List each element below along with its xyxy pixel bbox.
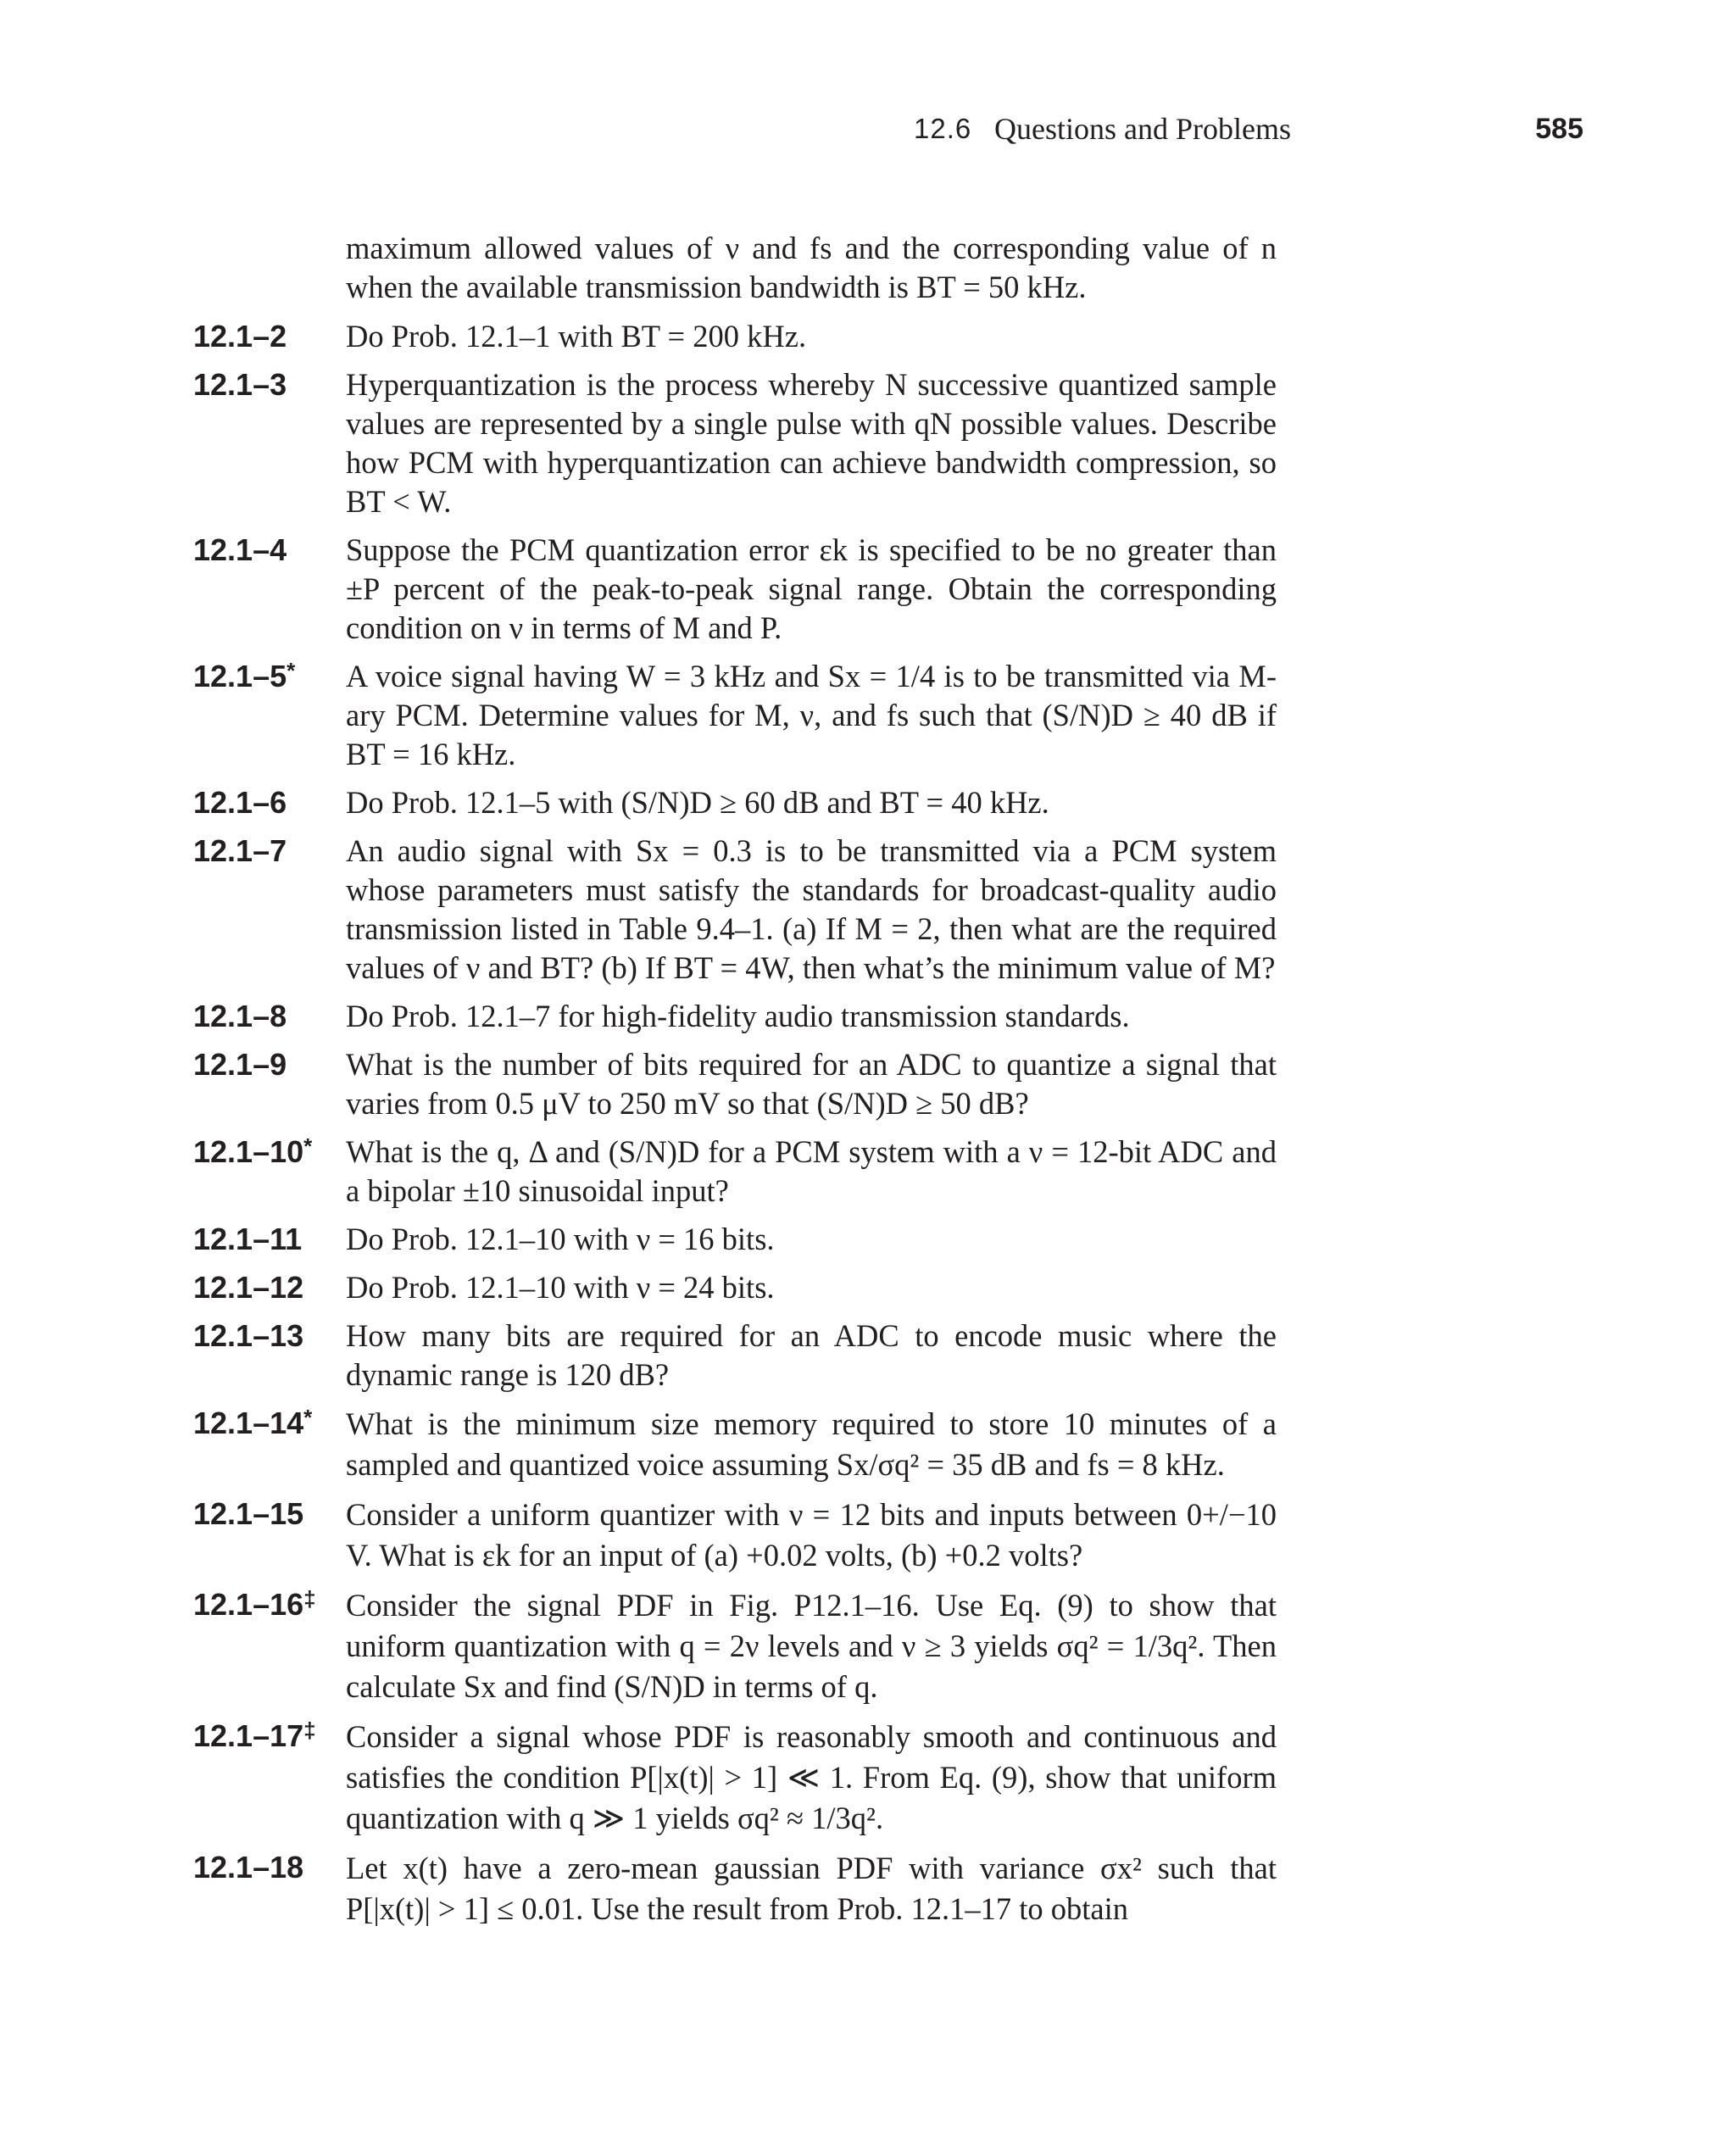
problem-12-1-14 (0, 1404, 1736, 1485)
problem-12-1-7 (0, 832, 1736, 988)
problem-number: 12.1–12 (193, 1270, 304, 1305)
section-title: Questions and Problems (994, 112, 1291, 146)
problem-12-1-10 (0, 1133, 1736, 1211)
problem-text: A voice signal having W = 3 kHz and Sx = 1/4 is to be transmitted via M-ary PCM. Determine values for M, ν, and fs such that (S/N)D ≥ 40 dB if BT = 16 kHz. (346, 659, 1277, 771)
problem-number: 12.1–5* (193, 658, 296, 693)
problem-12-1-16 (0, 1585, 1736, 1707)
problem-text: What is the minimum size memory required to store 10 minutes of a sampled and quantized voice assuming Sx/σq² = 35 dB and fs = 8 kHz. (346, 1406, 1277, 1482)
problem-12-1-3 (0, 365, 1736, 521)
problem-text: Let x(t) have a zero-mean gaussian PDF with variance σx² such that P[|x(t)| > 1] ≤ 0.01. Use the result from Prob. 12.1–17 to obtain (346, 1851, 1277, 1926)
problem-number: 12.1–8 (193, 999, 287, 1033)
problem-12-1-5 (0, 657, 1736, 774)
problem-text: What is the q, Δ and (S/N)D for a PCM system with a ν = 12-bit ADC and a bipolar ±10 sinusoidal input? (346, 1134, 1277, 1208)
problem-12-1-2 (0, 317, 1736, 356)
problem-12-1-4 (0, 531, 1736, 648)
problem-number: 12.1–14* (193, 1405, 313, 1440)
problem-number: 12.1–15 (193, 1496, 304, 1531)
problem-text: Consider a uniform quantizer with ν = 12 bits and inputs between 0+/−10 V. What is εk for an input of (a) +0.02 volts, (b) +0.2 volts? (346, 1497, 1277, 1573)
problem-12-1-17 (0, 1717, 1736, 1839)
problem-12-1-8 (0, 997, 1736, 1036)
problem-text: Do Prob. 12.1–5 with (S/N)D ≥ 60 dB and BT = 40 kHz. (346, 785, 1049, 820)
problem-number: 12.1–11 (193, 1222, 303, 1256)
problem-text: Consider a signal whose PDF is reasonably smooth and continuous and satisfies the condition P[|x(t)| > 1] ≪ 1. From Eq. (9), show that uniform quantization with q ≫ 1 yields σq² ≈ 1/3q². (346, 1719, 1277, 1835)
problem-number: 12.1–13 (193, 1318, 304, 1353)
problem-number: 12.1–6 (193, 785, 287, 820)
problem-12-1-18 (0, 1848, 1736, 1929)
problem-number: 12.1–4 (193, 532, 287, 567)
problem-number: 12.1–3 (193, 367, 287, 402)
problem-number: 12.1–18 (193, 1850, 304, 1885)
problem-number: 12.1–7 (193, 833, 287, 868)
problem-text: Consider the signal PDF in Fig. P12.1–16. Use Eq. (9) to show that uniform quantization with q = 2ν levels and ν ≥ 3 yields σq² = 1/3q². Then calculate Sx and find (S/N)D in terms of q. (346, 1588, 1277, 1704)
problem-number: 12.1–9 (193, 1047, 287, 1082)
section-number: 12.6 (914, 113, 972, 144)
problem-text: Do Prob. 12.1–10 with ν = 24 bits. (346, 1270, 775, 1305)
problem-text: What is the number of bits required for an ADC to quantize a signal that varies from 0.5 μV to 250 mV so that (S/N)D ≥ 50 dB? (346, 1047, 1277, 1121)
problem-12-1-11 (0, 1220, 1736, 1259)
problem-12-1-15 (0, 1495, 1736, 1576)
problem-text: How many bits are required for an ADC to encode music where the dynamic range is 120 dB? (346, 1318, 1277, 1392)
problem-number: 12.1–17‡ (193, 1718, 316, 1753)
problem-number: 12.1–16‡ (193, 1586, 316, 1622)
page-number: 585 (1535, 113, 1583, 145)
problem-text: An audio signal with Sx = 0.3 is to be transmitted via a PCM system whose parameters must satisfy the standards for broadcast-quality audio transmission listed in Table 9.4–1. (a) If M = 2, then what are the required values of ν and BT? (b) If BT = 4W, then what’s the minimum value of M? (346, 833, 1277, 985)
problem-list (0, 229, 1736, 1939)
problem-number: 12.1–10* (193, 1133, 313, 1169)
problem-12-1-6 (0, 783, 1736, 822)
problem-text: Do Prob. 12.1–1 with BT = 200 kHz. (346, 319, 807, 354)
problem-text: Do Prob. 12.1–7 for high-fidelity audio transmission standards. (346, 999, 1130, 1033)
problem-12-1-12 (0, 1268, 1736, 1307)
problem-12-1-9 (0, 1045, 1736, 1123)
problem-text: Do Prob. 12.1–10 with ν = 16 bits. (346, 1222, 775, 1256)
problem-number: 12.1–2 (193, 319, 287, 354)
running-header (0, 109, 1736, 149)
problem-12-1-13 (0, 1317, 1736, 1395)
problem-text: Hyperquantization is the process whereby N successive quantized sample values are represented by a single pulse with qN possible values. Describe how PCM with hyperquantization can achieve bandwidth compression, so BT < W. (346, 367, 1277, 519)
continued-problem-text: maximum allowed values of ν and fs and the corresponding value of n when the available transmission bandwidth is BT = 50 kHz. (346, 231, 1277, 304)
problem-text: Suppose the PCM quantization error εk is specified to be no greater than ±P percent of the peak-to-peak signal range. Obtain the corresponding condition on ν in terms of M and P. (346, 532, 1277, 645)
